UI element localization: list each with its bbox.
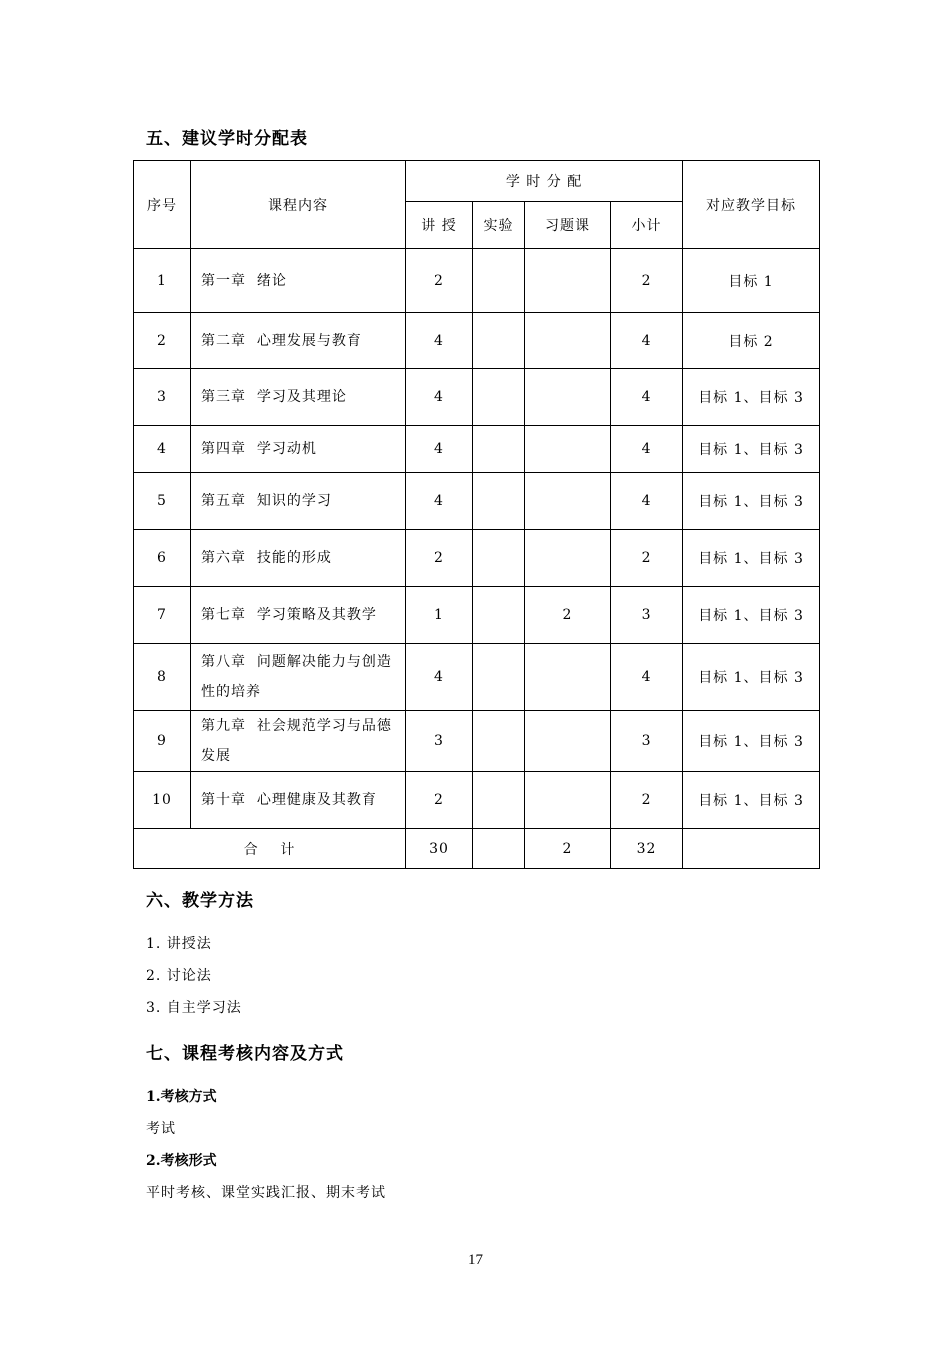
row-index-cell: 8 bbox=[134, 644, 191, 711]
row-content-cell: 第七章 学习策略及其教学 bbox=[191, 587, 406, 644]
row-experiment-cell bbox=[473, 369, 525, 426]
row-lecture-cell: 4 bbox=[406, 313, 473, 369]
row-index-cell: 9 bbox=[134, 711, 191, 772]
section6-title: 六、教学方法 bbox=[146, 891, 254, 911]
header-lecture: 讲 授 bbox=[406, 202, 473, 249]
row-content-cell: 第八章 问题解决能力与创造性的培养 bbox=[191, 644, 406, 711]
row-goal-cell: 目标 1 bbox=[683, 249, 820, 313]
row-goal-cell: 目标 1、目标 3 bbox=[683, 369, 820, 426]
row-subtotal-cell: 4 bbox=[611, 426, 683, 473]
header-goal: 对应教学目标 bbox=[683, 161, 820, 249]
total-lecture: 30 bbox=[406, 829, 473, 869]
row-exercise-cell bbox=[525, 313, 611, 369]
row-subtotal-cell: 3 bbox=[611, 587, 683, 644]
row-subtotal-cell: 4 bbox=[611, 369, 683, 426]
table-row bbox=[134, 772, 820, 829]
row-index-cell: 4 bbox=[134, 426, 191, 473]
row-exercise-cell: 2 bbox=[525, 587, 611, 644]
row-experiment-cell bbox=[473, 711, 525, 772]
header-experiment: 实验 bbox=[473, 202, 525, 249]
row-experiment-cell bbox=[473, 530, 525, 587]
row-goal-cell: 目标 2 bbox=[683, 313, 820, 369]
row-goal-cell: 目标 1、目标 3 bbox=[683, 587, 820, 644]
row-content-cell: 第六章 技能的形成 bbox=[191, 530, 406, 587]
row-experiment-cell bbox=[473, 249, 525, 313]
row-subtotal-cell: 4 bbox=[611, 473, 683, 530]
row-lecture-cell: 4 bbox=[406, 369, 473, 426]
row-content-cell: 第一章 绪论 bbox=[191, 249, 406, 313]
row-exercise-cell bbox=[525, 426, 611, 473]
row-content-cell: 第五章 知识的学习 bbox=[191, 473, 406, 530]
row-goal-cell: 目标 1、目标 3 bbox=[683, 711, 820, 772]
table-row bbox=[134, 587, 820, 644]
row-index-cell: 7 bbox=[134, 587, 191, 644]
row-content-cell: 第三章 学习及其理论 bbox=[191, 369, 406, 426]
row-experiment-cell bbox=[473, 426, 525, 473]
table-row bbox=[134, 711, 820, 772]
row-content-cell: 第四章 学习动机 bbox=[191, 426, 406, 473]
header-hours: 学 时 分 配 bbox=[406, 161, 683, 202]
row-exercise-cell bbox=[525, 369, 611, 426]
row-content-cell: 第十章 心理健康及其教育 bbox=[191, 772, 406, 829]
header-content: 课程内容 bbox=[191, 161, 406, 249]
row-exercise-cell bbox=[525, 644, 611, 711]
total-row bbox=[134, 829, 820, 869]
row-subtotal-cell: 4 bbox=[611, 313, 683, 369]
table-row bbox=[134, 530, 820, 587]
row-subtotal-cell: 4 bbox=[611, 644, 683, 711]
table-row bbox=[134, 426, 820, 473]
header-exercise: 习题课 bbox=[525, 202, 611, 249]
header-subtotal: 小计 bbox=[611, 202, 683, 249]
row-lecture-cell: 2 bbox=[406, 772, 473, 829]
row-content-cell: 第九章 社会规范学习与品德发展 bbox=[191, 711, 406, 772]
row-exercise-cell bbox=[525, 473, 611, 530]
hours-allocation-table bbox=[133, 160, 820, 869]
total-exercise: 2 bbox=[525, 829, 611, 869]
total-experiment bbox=[473, 829, 525, 869]
row-subtotal-cell: 3 bbox=[611, 711, 683, 772]
row-goal-cell: 目标 1、目标 3 bbox=[683, 772, 820, 829]
table-row bbox=[134, 473, 820, 530]
row-lecture-cell: 4 bbox=[406, 426, 473, 473]
total-subtotal: 32 bbox=[611, 829, 683, 869]
table-row bbox=[134, 249, 820, 313]
row-subtotal-cell: 2 bbox=[611, 249, 683, 313]
row-lecture-cell: 1 bbox=[406, 587, 473, 644]
row-index-cell: 2 bbox=[134, 313, 191, 369]
row-experiment-cell bbox=[473, 644, 525, 711]
table-row bbox=[134, 313, 820, 369]
row-subtotal-cell: 2 bbox=[611, 772, 683, 829]
row-experiment-cell bbox=[473, 473, 525, 530]
row-lecture-cell: 4 bbox=[406, 473, 473, 530]
row-index-cell: 5 bbox=[134, 473, 191, 530]
assessment-method-text: 考试 bbox=[146, 1121, 176, 1137]
row-goal-cell: 目标 1、目标 3 bbox=[683, 473, 820, 530]
assessment-form-text: 平时考核、课堂实践汇报、期末考试 bbox=[146, 1185, 386, 1201]
row-index-cell: 10 bbox=[134, 772, 191, 829]
total-goal bbox=[683, 829, 820, 869]
table-row bbox=[134, 644, 820, 711]
row-lecture-cell: 4 bbox=[406, 644, 473, 711]
row-goal-cell: 目标 1、目标 3 bbox=[683, 426, 820, 473]
table-row bbox=[134, 369, 820, 426]
row-exercise-cell bbox=[525, 772, 611, 829]
header-index: 序号 bbox=[134, 161, 191, 249]
row-goal-cell: 目标 1、目标 3 bbox=[683, 644, 820, 711]
row-index-cell: 3 bbox=[134, 369, 191, 426]
page-number: 17 bbox=[468, 1252, 483, 1268]
row-experiment-cell bbox=[473, 772, 525, 829]
assessment-method-title: 1.考核方式 bbox=[146, 1089, 217, 1105]
row-index-cell: 1 bbox=[134, 249, 191, 313]
row-lecture-cell: 2 bbox=[406, 249, 473, 313]
section5-title: 五、建议学时分配表 bbox=[146, 129, 308, 149]
row-exercise-cell bbox=[525, 530, 611, 587]
row-exercise-cell bbox=[525, 249, 611, 313]
assessment-form-title: 2.考核形式 bbox=[146, 1153, 217, 1169]
method-item: 3. 自主学习法 bbox=[146, 1000, 242, 1016]
section7-title: 七、课程考核内容及方式 bbox=[146, 1044, 344, 1064]
row-exercise-cell bbox=[525, 711, 611, 772]
method-item: 2. 讨论法 bbox=[146, 968, 212, 984]
row-index-cell: 6 bbox=[134, 530, 191, 587]
row-lecture-cell: 3 bbox=[406, 711, 473, 772]
row-experiment-cell bbox=[473, 587, 525, 644]
method-item: 1. 讲授法 bbox=[146, 936, 212, 952]
row-experiment-cell bbox=[473, 313, 525, 369]
row-subtotal-cell: 2 bbox=[611, 530, 683, 587]
row-content-cell: 第二章 心理发展与教育 bbox=[191, 313, 406, 369]
row-lecture-cell: 2 bbox=[406, 530, 473, 587]
row-goal-cell: 目标 1、目标 3 bbox=[683, 530, 820, 587]
total-label: 合 计 bbox=[134, 829, 406, 869]
